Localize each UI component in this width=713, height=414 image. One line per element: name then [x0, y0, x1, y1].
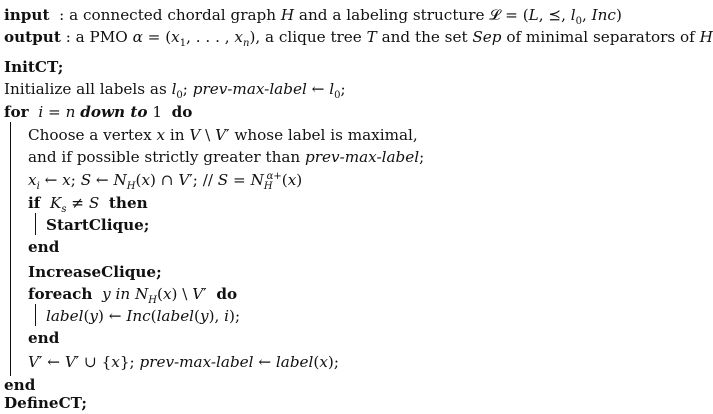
startclique-call: StartClique; — [46, 216, 150, 234]
choose-line-1: Choose a vertex x in V \ V′ whose label is maximal, — [28, 126, 418, 144]
foreach-end-keyword: end — [28, 329, 60, 347]
foreach-condition: y in $N_H(x)$ \ V′ — [102, 285, 212, 307]
label-update-line: label(y) ← Inc(label(y), i); — [46, 307, 241, 325]
then-keyword: then — [108, 194, 148, 212]
vprime-update-line: V′ ← V′ ∪ {x}; prev-max-label ← label(x); — [28, 353, 339, 371]
init-labels-text: Initialize all labels as $l_0$; prev-max-label ← $l_0$; — [4, 80, 346, 102]
definect-line — [4, 392, 87, 414]
definect-call: DefineCT; — [4, 394, 88, 412]
foreach-keyword: foreach — [28, 285, 93, 303]
if-block-bar — [35, 213, 36, 235]
for-condition: i = n down to 1 — [38, 103, 167, 121]
output-text: : a PMO $\alpha = (x_1$, . . . , $x_n$), a clique tree T and the set Sep of minimal separators of H — [65, 28, 713, 50]
choose-line-2: and if possible strictly greater than prev-max-label; — [28, 148, 425, 166]
foreach-block-bar — [35, 304, 36, 326]
for-line — [4, 101, 192, 123]
for-block-bar — [10, 122, 11, 376]
do-keyword: do — [171, 103, 193, 121]
increaseclique-call: IncreaseClique; — [28, 263, 162, 281]
for-keyword: for — [4, 103, 29, 121]
if-end-line — [28, 236, 59, 258]
if-line — [28, 192, 148, 214]
initct-line — [4, 56, 63, 78]
foreach-end-line — [28, 327, 59, 349]
if-condition: $K_s \ne S$ — [49, 194, 100, 216]
increaseclique-line — [28, 261, 162, 283]
output-keyword: output — [4, 28, 61, 46]
assign-line: $x_i$ ← x; S ← $N_H(x)$ ∩ V′; // $S = N_H^{\alpha+}(x)$ — [28, 170, 303, 193]
foreach-do-keyword: do — [216, 285, 238, 303]
foreach-line — [28, 283, 237, 305]
startclique-line — [46, 214, 149, 236]
initct-call: InitCT; — [4, 58, 64, 76]
output-line — [4, 26, 713, 48]
input-keyword: input — [4, 6, 50, 24]
input-line — [4, 4, 622, 26]
input-text: : a connected chordal graph H and a labeling structure 𝓛 = (L, ⪯, $l_0$, Inc) — [54, 6, 622, 28]
init-labels-line — [4, 78, 346, 100]
if-keyword: if — [28, 194, 41, 212]
for-end-keyword: end — [4, 376, 36, 394]
if-end-keyword: end — [28, 238, 60, 256]
